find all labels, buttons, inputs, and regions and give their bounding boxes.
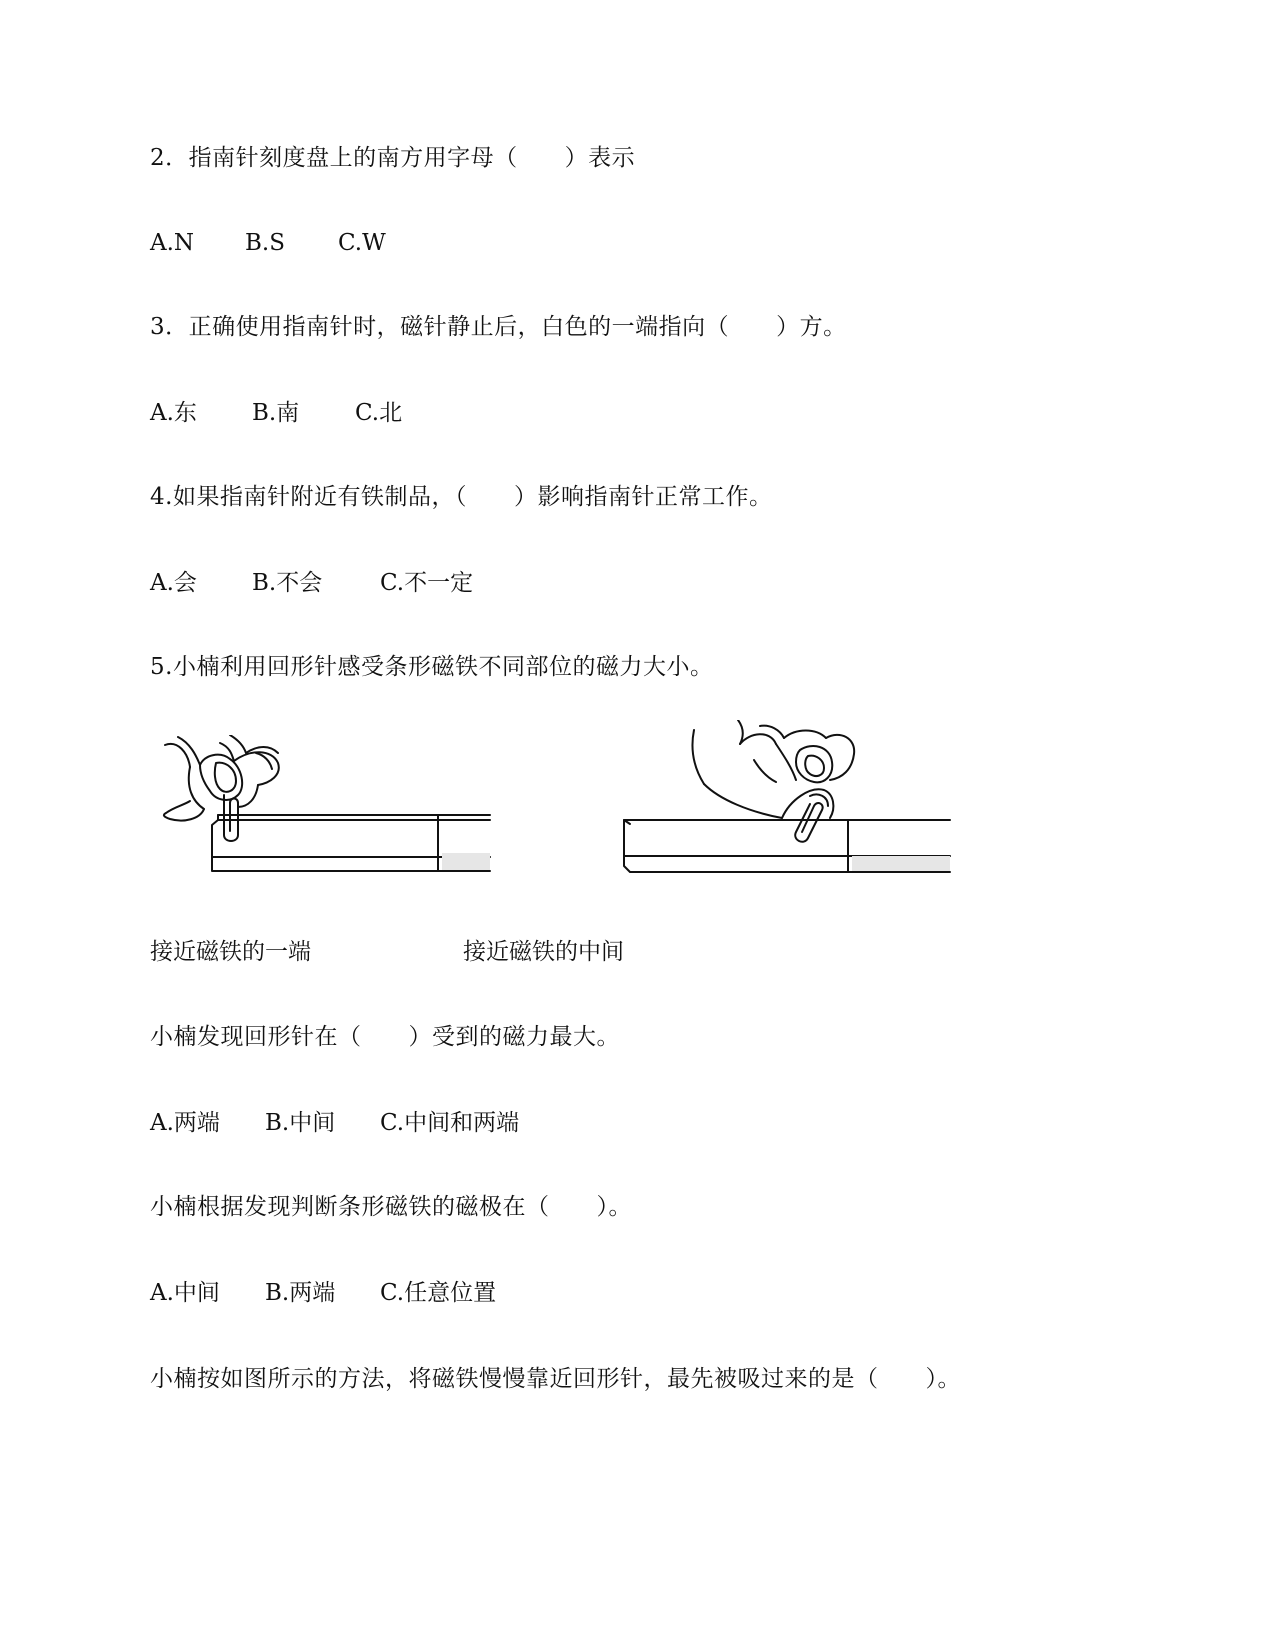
- question-5-stem: 5.小楠利用回形针感受条形磁铁不同部位的磁力大小。: [150, 654, 714, 680]
- question-2-option-a: A.N: [150, 230, 195, 256]
- figure-paperclip-at-middle: [620, 720, 970, 910]
- sub-question-1-option-b: B.中间: [265, 1110, 336, 1136]
- sub-question-3-stem: 小楠按如图所示的方法，将磁铁慢慢靠近回形针，最先被吸过来的是（ ）。: [150, 1366, 961, 1392]
- question-3-option-b: B.南: [252, 400, 300, 426]
- sub-question-2-option-c: C.任意位置: [380, 1280, 497, 1306]
- question-4-option-c: C.不一定: [380, 570, 474, 596]
- question-4-option-a: A.会: [150, 570, 197, 596]
- question-4-stem: 4.如果指南针附近有铁制品，（ ）影响指南针正常工作。: [150, 484, 773, 510]
- sub-question-2-option-b: B.两端: [265, 1280, 336, 1306]
- question-2-option-b: B.S: [245, 230, 285, 256]
- figure-paperclip-at-end: [160, 735, 510, 915]
- question-3-option-a: A.东: [150, 400, 197, 426]
- figure-caption-end: 接近磁铁的一端: [150, 939, 311, 965]
- figure-caption-middle: 接近磁铁的中间: [463, 939, 624, 965]
- sub-question-1-option-a: A.两端: [150, 1110, 220, 1136]
- question-3-stem: 3．正确使用指南针时，磁针静止后，白色的一端指向（ ）方。: [150, 314, 847, 340]
- question-4-option-b: B.不会: [252, 570, 323, 596]
- question-3-option-c: C.北: [355, 400, 403, 426]
- sub-question-2-option-a: A.中间: [150, 1280, 220, 1306]
- question-2-option-c: C.W: [338, 230, 386, 256]
- sub-question-1-stem: 小楠发现回形针在（ ）受到的磁力最大。: [150, 1024, 620, 1050]
- sub-question-2-stem: 小楠根据发现判断条形磁铁的磁极在（ ）。: [150, 1194, 632, 1220]
- sub-question-1-option-c: C.中间和两端: [380, 1110, 520, 1136]
- question-2-stem: 2．指南针刻度盘上的南方用字母（ ）表示: [150, 145, 636, 171]
